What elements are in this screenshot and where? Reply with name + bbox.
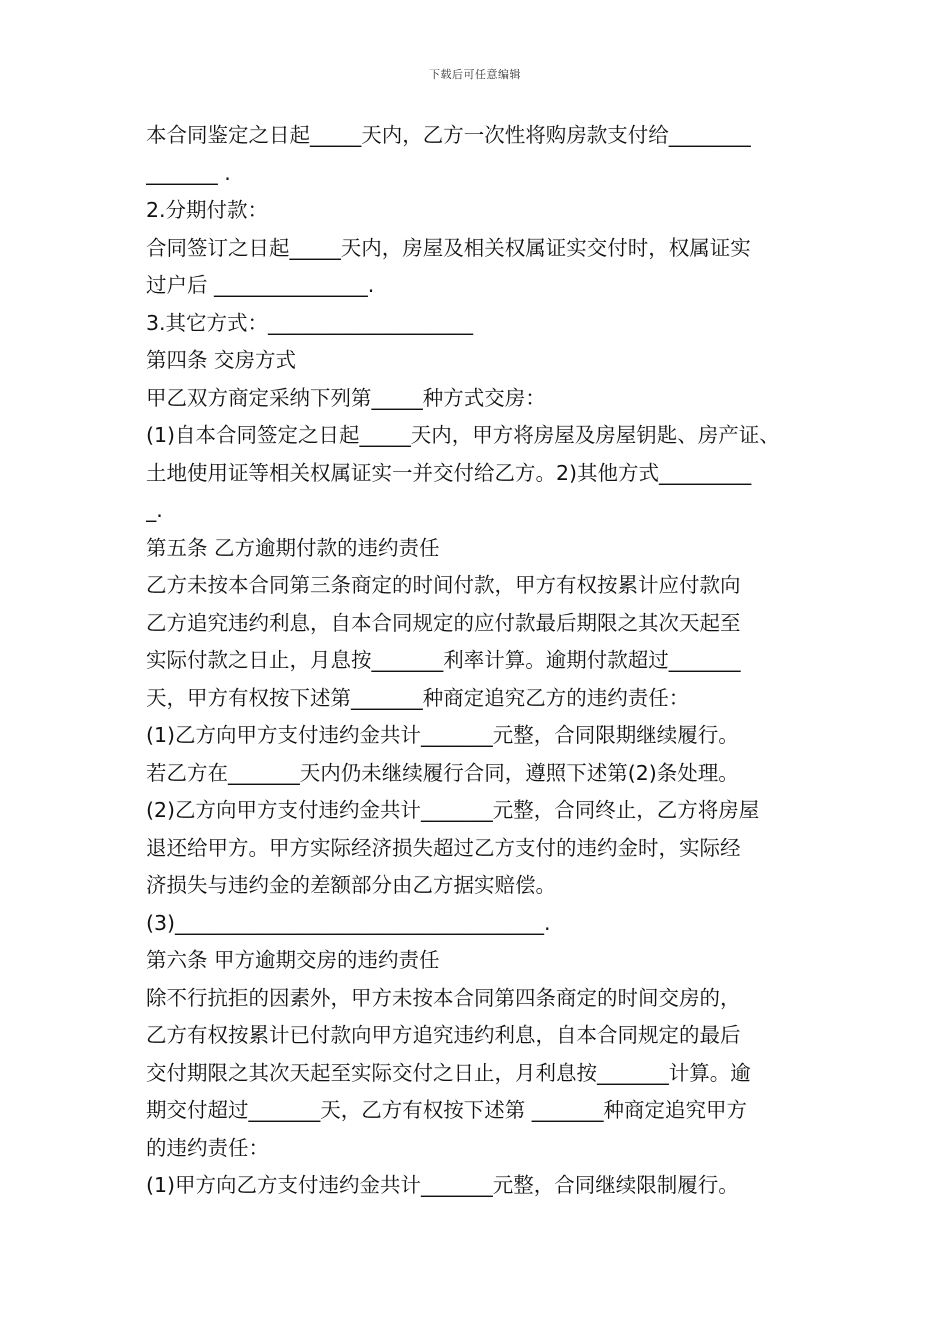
- text-line: (1)自本合同签定之日起_____天内，甲方将房屋及房屋钥匙、房产证、: [146, 423, 780, 447]
- text-line: 期交付超过_______天，乙方有权按下述第 _______种商定追究甲方: [146, 1098, 748, 1122]
- section-heading: 第五条 乙方逾期付款的违约责任: [146, 535, 440, 560]
- text-line: 交付期限之其次天起至实际交付之日止，月利息按_______计算。逾: [146, 1060, 751, 1085]
- text-line: 退还给甲方。甲方实际经济损失超过乙方支付的违约金时，实际经: [146, 835, 741, 860]
- section-heading: 第四条 交房方式: [146, 348, 297, 372]
- text-line: (1)甲方向乙方支付违约金共计_______元整，合同继续限制履行。: [146, 1173, 739, 1197]
- text-line: (3)____________________________________.: [146, 910, 551, 935]
- text-line: (2)乙方向甲方支付违约金共计_______元整，合同终止，乙方将房屋: [146, 798, 760, 822]
- text-line: 若乙方在_______天内仍未继续履行合同，遵照下述第(2)条处理。: [146, 760, 739, 785]
- text-line: 3.其它方式：____________________: [146, 310, 474, 335]
- text-line: 除不行抗拒的因素外，甲方未按本合同第四条商定的时间交房的，: [146, 985, 741, 1010]
- text-line: _.: [146, 498, 163, 522]
- text-line: 本合同鉴定之日起_____天内，乙方一次性将购房款支付给________: [146, 123, 751, 147]
- document-body: [146, 117, 810, 1205]
- text-line: _______ .: [146, 160, 231, 185]
- text-line: 天，甲方有权按下述第_______种商定追究乙方的违约责任：: [146, 685, 690, 710]
- text-line: 乙方有权按累计已付款向甲方追究违约利息，自本合同规定的最后: [146, 1023, 741, 1047]
- text-line: 乙方未按本合同第三条商定的时间付款，甲方有权按累计应付款向: [146, 573, 741, 597]
- text-line: 2.分期付款：: [146, 198, 269, 222]
- text-line: 的违约责任：: [146, 1135, 269, 1160]
- text-line: 济损失与违约金的差额部分由乙方据实赔偿。: [146, 873, 556, 897]
- text-line: 乙方追究违约利息，自本合同规定的应付款最后期限之其次天起至: [146, 610, 741, 635]
- text-line: 合同签订之日起_____天内，房屋及相关权属证实交付时，权属证实: [146, 235, 751, 260]
- text-line: 过户后 _______________.: [146, 273, 375, 297]
- text-line: (1)乙方向甲方支付违约金共计_______元整，合同限期继续履行。: [146, 723, 739, 747]
- text-line: 甲乙双方商定采纳下列第_____种方式交房：: [146, 385, 546, 410]
- section-heading: 第六条 甲方逾期交房的违约责任: [146, 948, 440, 972]
- text-line: 实际付款之日止，月息按_______利率计算。逾期付款超过_______: [146, 648, 741, 672]
- page-header: 下载后可任意编辑: [429, 68, 521, 81]
- text-line: 土地使用证等相关权属证实一并交付给乙方。2)其他方式_________: [146, 460, 752, 485]
